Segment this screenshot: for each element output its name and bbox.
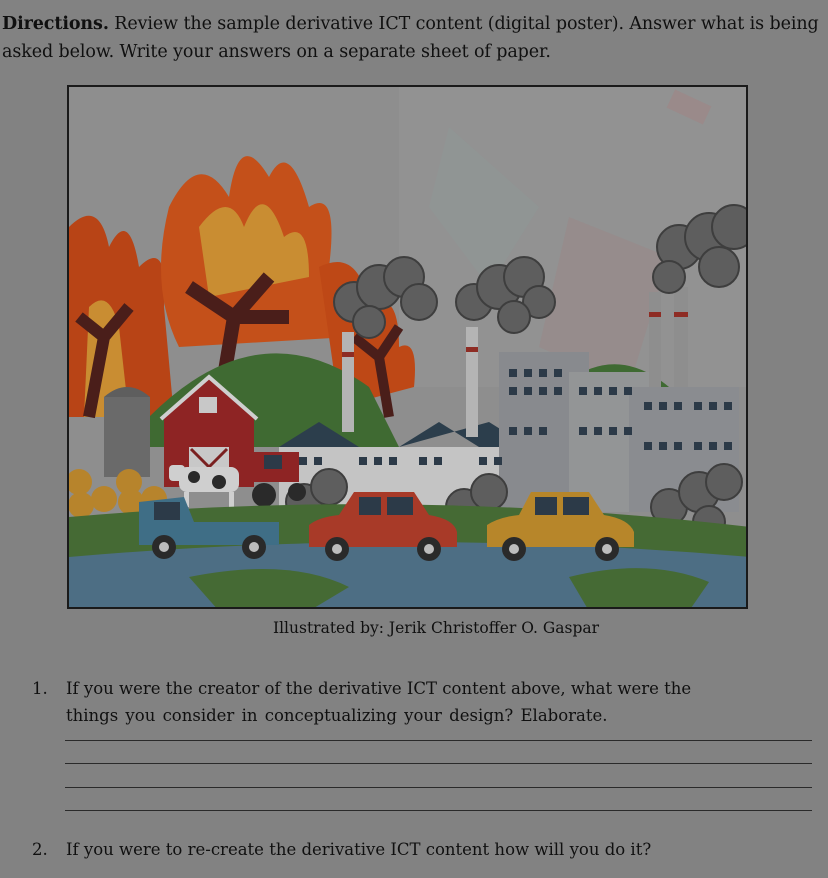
question-2-line-1: If you were to re-create the derivative ICT content how will you do it? xyxy=(66,840,652,859)
answer-line xyxy=(65,787,812,788)
answer-line xyxy=(65,763,812,764)
illustration-credit: Illustrated by: Jerik Christoffer O. Gaspar xyxy=(272,619,600,637)
question-1 xyxy=(32,675,792,729)
directions-paragraph xyxy=(2,10,826,66)
question-1-line-2: things you consider in conceptualizing your design? Elaborate. xyxy=(66,706,608,725)
answer-line xyxy=(65,740,812,741)
directions-text: Review the sample derivative ICT content (digital poster). Answer what is being asked below. Write your answers on a separate sheet of paper. xyxy=(2,14,819,62)
question-1-line-1: If you were the creator of the derivative ICT content above, what were the xyxy=(66,679,692,698)
silo xyxy=(104,387,150,477)
question-2 xyxy=(32,836,651,863)
question-1-number: 1. xyxy=(32,679,48,698)
directions-lead: Directions. xyxy=(2,14,109,34)
poster-illustration xyxy=(67,85,748,609)
question-2-number: 2. xyxy=(32,840,48,859)
poster-svg xyxy=(69,87,748,609)
answer-line xyxy=(65,810,812,811)
